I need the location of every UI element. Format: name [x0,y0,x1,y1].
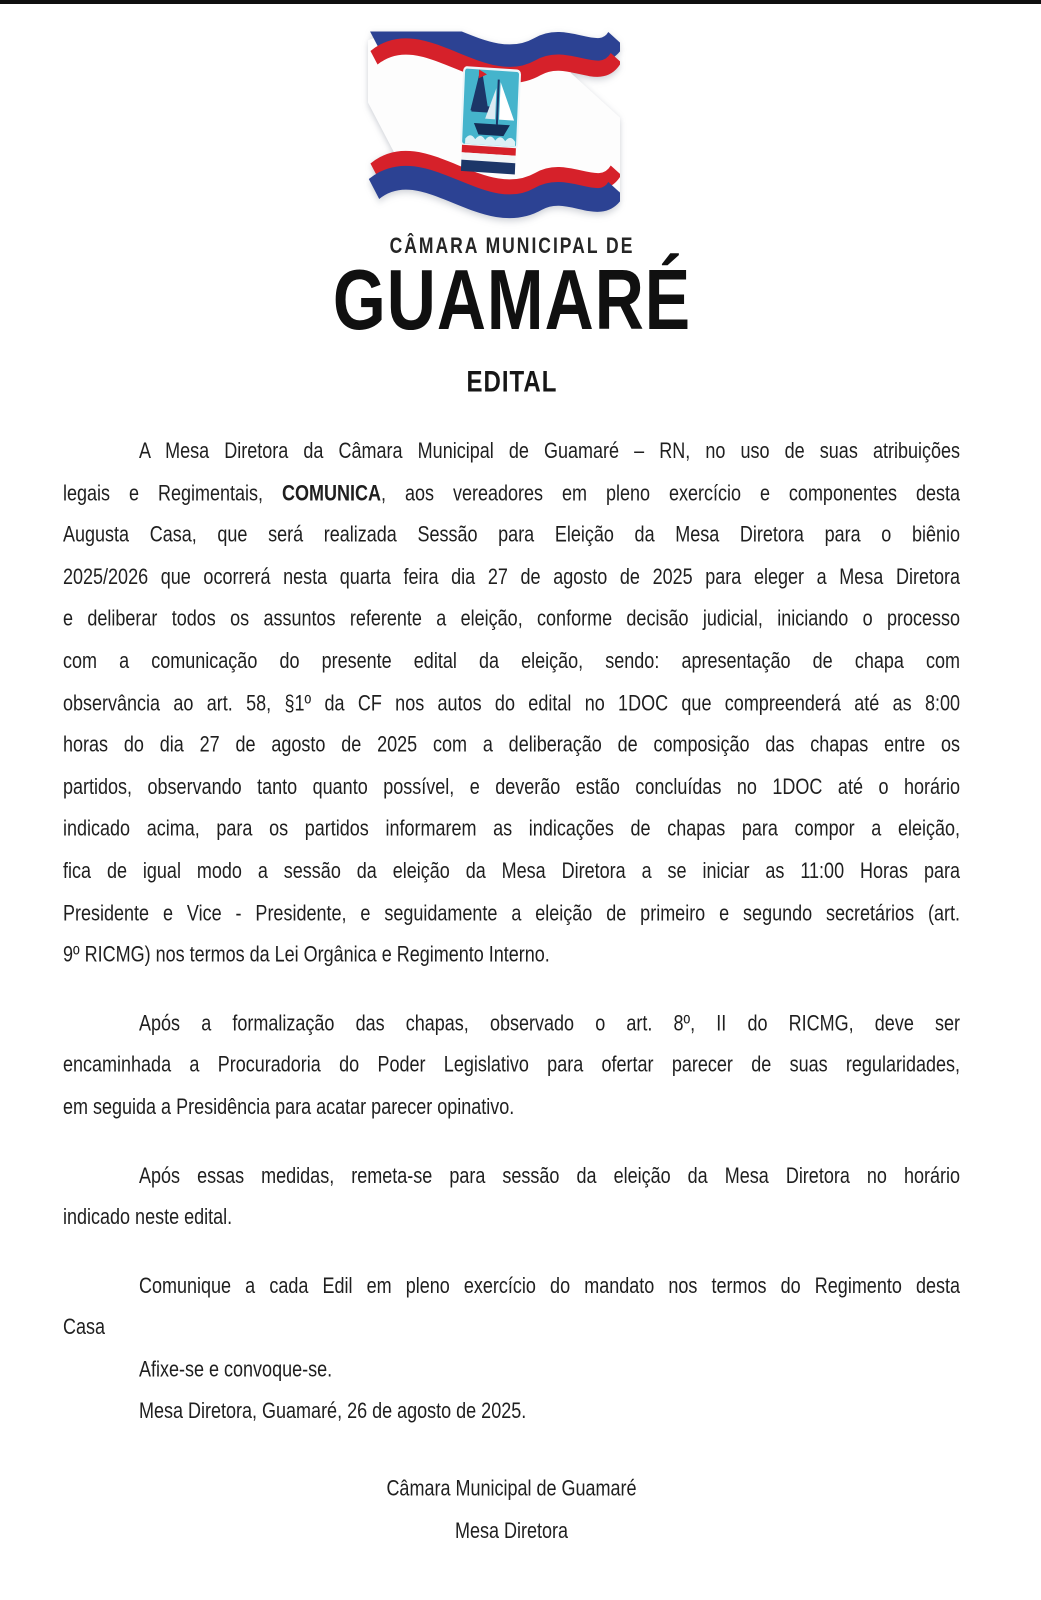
paragraph-line [63,556,960,598]
signature-org: Câmara Municipal de Guamaré [386,1475,637,1501]
paragraph-line [63,598,960,640]
paragraph [63,1391,960,1433]
paragraphs-container [63,430,960,1433]
text-segment: com a comunicação do presente edital da eleição, sendo: apresentação de chapa com [63,647,960,673]
paragraph-line [63,640,960,682]
text-segment: Augusta Casa, que será realizada Sessão para Eleição da Mesa Diretora para o biênio [63,521,960,547]
paragraph-line [63,892,960,934]
signature-role: Mesa Diretora [454,1517,569,1543]
paragraph-line [63,472,960,514]
bold-text: COMUNICA [282,479,381,505]
paragraph [63,430,960,976]
document-body [63,430,960,1552]
paragraph-line [63,430,960,472]
paragraph-line [63,1086,960,1128]
paragraph-line [63,808,960,850]
page-content [0,4,1041,1599]
text-segment: indicado acima, para os partidos informarem as indicações de chapas para compor a eleição, [63,815,960,841]
text-segment: Mesa Diretora, Guamaré, 26 de agosto de 2025. [139,1398,527,1424]
paragraph-line [63,1197,960,1239]
text-segment: A Mesa Diretora da Câmara Municipal de Guamaré – RN, no uso de suas atribuições [139,437,960,463]
org-name-large: GUAMARÉ [332,252,692,348]
paragraph-line [63,682,960,724]
paragraph [63,1265,960,1349]
paragraph [63,1349,960,1391]
flag-emblem [460,67,520,174]
text-segment: partidos, observando tanto quanto possível, e deverão estão concluídas no 1DOC até o horário [63,773,960,799]
paragraph-line [63,1307,960,1349]
paragraph [63,1002,960,1128]
text-segment: observância ao art. 58, §1º da CF nos autos do edital no 1DOC que compreenderá até as 8:00 [63,689,960,715]
text-segment: e deliberar todos os assuntos referente a eleição, conforme decisão judicial, iniciando o processo [63,605,960,631]
paragraph-line [63,1044,960,1086]
text-segment: encaminhada a Procuradoria do Poder Legislativo para ofertar parecer de suas regularidades, [63,1051,960,1077]
text-segment: indicado neste edital. [63,1204,233,1230]
paragraph-line [63,1391,960,1433]
paragraph-line [63,724,960,766]
text-segment: fica de igual modo a sessão da eleição da Mesa Diretora a se iniciar as 11:00 Horas para [63,857,960,883]
text-segment: Afixe-se e convoque-se. [139,1356,333,1382]
text-segment: Presidente e Vice - Presidente, e seguidamente a eleição de primeiro e segundo secretários (art. [63,899,960,925]
text-segment: 9º RICMG) nos termos da Lei Orgânica e Regimento Interno. [63,941,550,967]
flag-icon [368,32,620,227]
guamare-flag-logo [368,32,620,227]
signature-block [63,1468,960,1552]
text-segment: Casa [63,1314,106,1340]
text-segment: Após essas medidas, remeta-se para sessão da eleição da Mesa Diretora no horário [139,1162,960,1188]
text-segment: Após a formalização das chapas, observado o art. 8º, II do RICMG, deve ser [139,1009,960,1035]
paragraph-line [63,766,960,808]
org-name-small: CÂMARA MUNICIPAL DE [389,232,635,258]
paragraph-line [63,514,960,556]
document-title: EDITAL [466,365,558,399]
text-segment: em seguida a Presidência para acatar parecer opinativo. [63,1093,515,1119]
paragraph-line [63,1002,960,1044]
text-segment: horas do dia 27 de agosto de 2025 com a deliberação de composição das chapas entre os [63,731,960,757]
paragraph [63,1155,960,1239]
paragraph-line [63,850,960,892]
paragraph-line [63,934,960,976]
text-segment: legais e Regimentais, [63,479,282,505]
text-segment: , aos vereadores em pleno exercício e componentes desta [381,479,960,505]
text-segment: Comunique a cada Edil em pleno exercício do mandato nos termos do Regimento desta [139,1272,960,1298]
paragraph-line [63,1349,960,1391]
paragraph-line [63,1265,960,1307]
text-segment: 2025/2026 que ocorrerá nesta quarta feira dia 27 de agosto de 2025 para eleger a Mesa Diretora [63,563,960,589]
paragraph-line [63,1155,960,1197]
